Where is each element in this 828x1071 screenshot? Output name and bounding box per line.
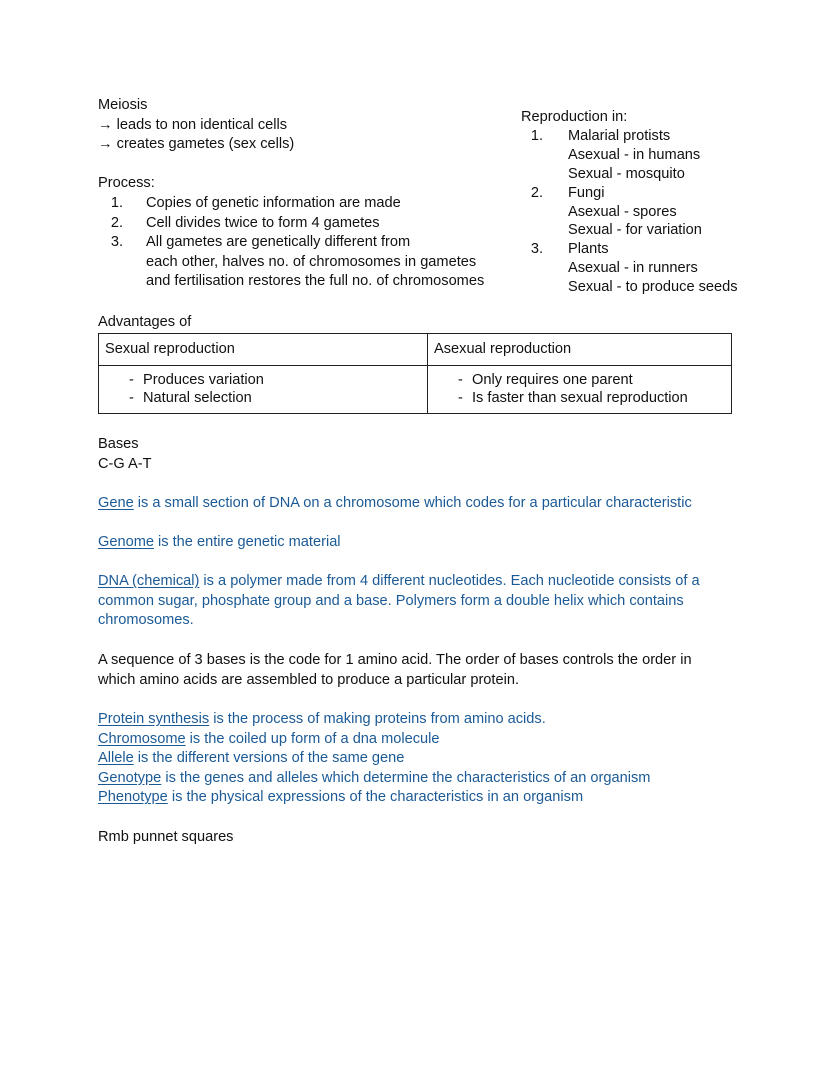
process-step [98,233,484,253]
process-step [98,214,484,234]
reproduction-item [521,240,738,259]
sequence-note: A sequence of 3 bases is the code for 1 amino acid. The order of bases controls the order in which amino acids are assembled to produce a particular protein. [98,652,692,688]
asexual-note: Asexual - in runners [568,260,698,277]
organism-name: Plants [568,241,609,258]
gene-definition: Gene is a small section of DNA on a chromosome which codes for a particular characteristic [98,495,692,511]
dna-link[interactable]: DNA (chemical) [98,573,200,589]
advantages-table [98,333,732,414]
reminder-note: Rmb punnet squares [98,829,234,845]
item-number: 2. [530,184,543,201]
definitions-list [98,710,650,808]
list-item: - Is faster than sexual reproduction [434,390,725,408]
header-sexual: Sexual reproduction [99,334,428,366]
step-text: Cell divides twice to form 4 gametes [146,214,380,231]
reproduction-section [521,108,738,297]
definition-item: Protein synthesis is the process of making proteins from amino acids. [98,711,546,727]
chromosome-link[interactable]: Chromosome [98,730,186,747]
asexual-note: Asexual - spores [568,203,677,220]
step-number: 1. [110,194,123,211]
allele-link[interactable]: Allele [98,750,134,767]
dash-bullet: - [458,372,463,388]
definition-item: Genotype is the genes and alleles which determine the characteristics of an organism [98,769,651,786]
step-text-continued: and fertilisation restores the full no. of chromosomes [146,273,485,290]
step-number: 2. [110,214,123,231]
step-text: All gametes are genetically different from [146,234,411,251]
reproduction-title: Reproduction in: [521,109,628,125]
list-item: - Produces variation [105,372,421,390]
meiosis-point: → leads to non identical cells [98,116,288,133]
organism-name: Malarial protists [568,127,671,144]
item-number: 3. [530,241,543,258]
process-label: Process: [98,175,155,192]
genome-link[interactable]: Genome [98,534,154,550]
phenotype-link[interactable]: Phenotype [98,789,168,806]
dash-bullet: - [129,372,134,388]
dash-bullet: - [129,389,134,406]
meiosis-title: Meiosis [98,97,148,113]
asexual-advantages-cell [428,366,732,414]
process-step [98,194,484,214]
reproduction-item [521,127,738,146]
sexual-note: Sexual - to produce seeds [568,279,738,296]
organism-name: Fungi [568,184,605,201]
meiosis-section [98,96,484,292]
dna-definition: DNA (chemical) is a polymer made from 4 different nucleotides. Each nucleotide consists of a common sugar, phosphate group and a base. Polymers form a double helix which contains chromosomes. [98,573,700,629]
list-item: - Natural selection [105,390,421,408]
gene-link[interactable]: Gene [98,495,134,511]
genotype-link[interactable]: Genotype [98,769,162,786]
bases-pairs: C-G A-T [98,455,152,472]
asexual-note: Asexual - in humans [568,146,701,163]
definition-item: Chromosome is the coiled up form of a dna molecule [98,730,440,747]
genome-definition: Genome is the entire genetic material [98,534,341,550]
sexual-advantages-cell [99,366,428,414]
step-text-continued: each other, halves no. of chromosomes in gametes [146,253,477,270]
definition-item: Phenotype is the physical expressions of the characteristics in an organism [98,789,584,806]
bases-section [98,435,152,474]
header-asexual: Asexual reproduction [428,334,732,366]
dash-bullet: - [458,389,463,406]
advantages-label: Advantages of [98,314,192,330]
definition-item: Allele is the different versions of the same gene [98,750,405,767]
step-number: 3. [110,234,123,251]
protein-synthesis-link[interactable]: Protein synthesis [98,711,210,727]
bases-title: Bases [98,436,139,452]
step-text: Copies of genetic information are made [146,194,401,211]
table-row [99,366,732,414]
item-number: 1. [530,127,543,144]
list-item: - Only requires one parent [434,372,725,390]
table-header-row [99,334,732,366]
reproduction-item [521,184,738,203]
sexual-note: Sexual - for variation [568,222,702,239]
meiosis-point: → creates gametes (sex cells) [98,136,295,153]
sexual-note: Sexual - mosquito [568,165,685,182]
